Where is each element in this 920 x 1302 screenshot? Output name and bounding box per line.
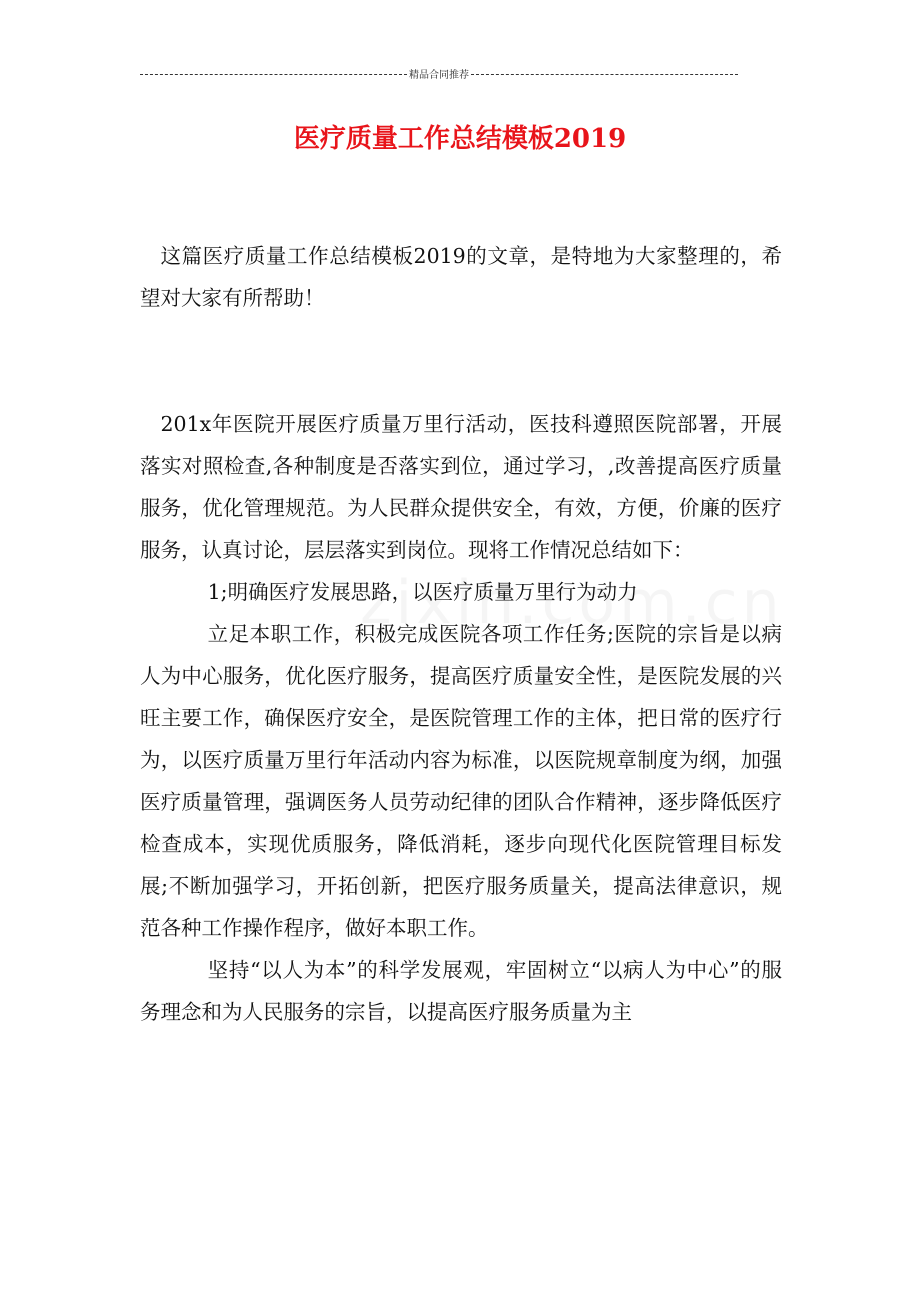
- paragraph-gap: [140, 319, 782, 403]
- intro-paragraph: 这篇医疗质量工作总结模板2019的文章，是特地为大家整理的，希望对大家有所帮助！: [140, 244, 782, 310]
- header-label: 精品合同推荐: [409, 70, 469, 81]
- body-paragraph-3: 坚持“以人为本”的科学发展观，牢固树立“以病人为中心”的服务理念和为人民服务的宗旨，以提高医疗服务质量为主: [140, 958, 782, 1024]
- body-paragraph-2: 立足本职工作，积极完成医院各项工作任务;医院的宗旨是以病人为中心服务，优化医疗服务，提高医疗质量安全性，是医院发展的兴旺主要工作，确保医疗安全，是医院管理工作的主体，把日常的医疗行为，以医疗质量万里行年活动内容为标准，以医院规章制度为纲，加强医疗质量管理，强调医务人员劳动纪律的团队合作精神，逐步降低医疗检查成本，实现优质服务，降低消耗，逐步向现代化医院管理目标发展;不断加强学习，开拓创新，把医疗服务质量关，提高法律意识，规范各种工作操作程序，做好本职工作。: [140, 622, 782, 940]
- header-dash-left: [140, 74, 407, 75]
- document-title: 医疗质量工作总结模板2019: [293, 124, 627, 154]
- document-body: [140, 235, 782, 1033]
- header-dash-right: [471, 74, 738, 75]
- body-paragraph-1: 201x年医院开展医疗质量万里行活动，医技科遵照医院部署，开展落实对照检查,各种制度是否落实到位，通过学习，,改善提高医疗质量服务，优化管理规范。为人民群众提供安全，有效，方便，价廉的医疗服务，认真讨论，层层落实到岗位。现将工作情况总结如下：: [140, 412, 782, 562]
- section-heading-1: 1;明确医疗发展思路，以医疗质量万里行为动力: [207, 580, 638, 604]
- page-header: [140, 66, 738, 81]
